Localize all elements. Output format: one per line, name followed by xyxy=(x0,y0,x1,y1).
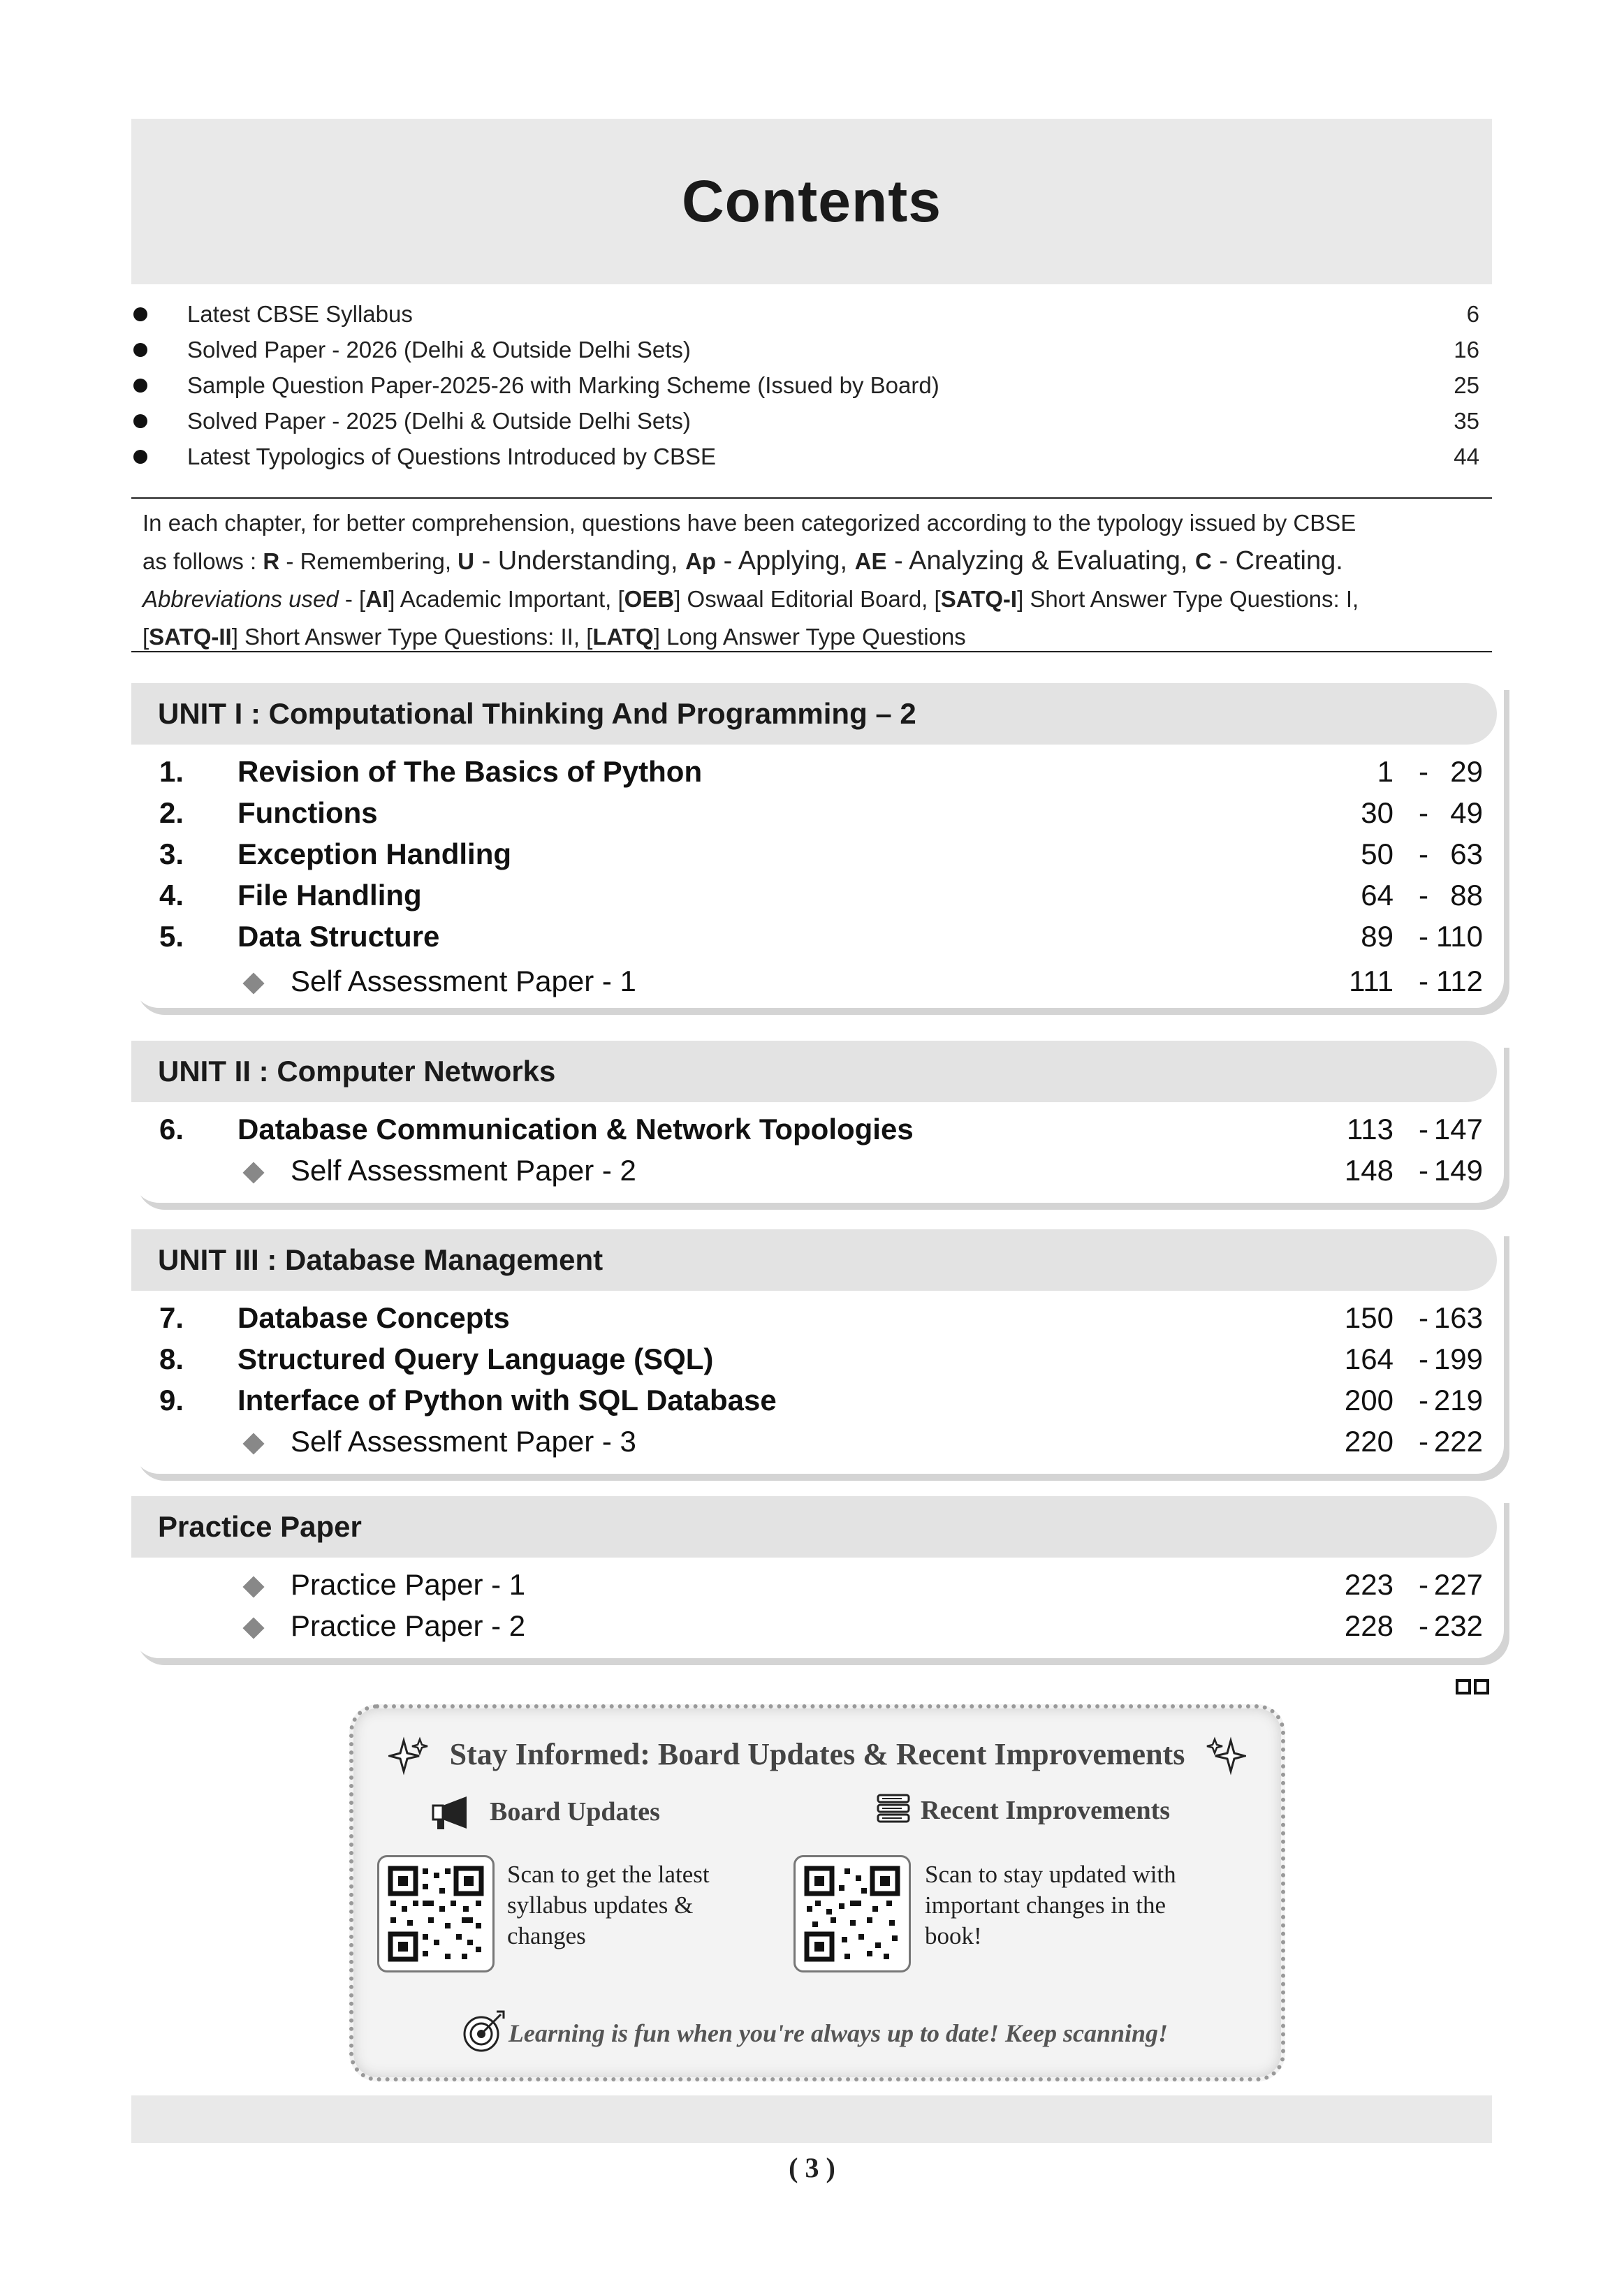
diamond-bullet-icon xyxy=(242,1162,264,1183)
diamond-bullet-icon xyxy=(242,972,264,994)
intro-item-page: 6 xyxy=(1466,301,1479,327)
page-start: 1 xyxy=(1377,755,1393,788)
chapter-row[interactable] xyxy=(131,920,1497,961)
practice-section xyxy=(131,1496,1504,1658)
page-end: 222 xyxy=(1433,1425,1483,1458)
intro-item[interactable] xyxy=(131,404,1492,439)
unit-section xyxy=(131,1229,1504,1474)
chapter-number: 5. xyxy=(159,920,184,953)
chapter-row[interactable] xyxy=(131,796,1497,837)
unit-header xyxy=(131,1041,1497,1102)
page-start: 30 xyxy=(1361,796,1393,829)
chapter-title: Revision of The Basics of Python xyxy=(237,755,703,788)
page-end: 232 xyxy=(1433,1609,1483,1642)
typology-line-3: Abbreviations used - [AI] Academic Important, [OEB] Oswaal Editorial Board, [SATQ-I] Short Answer Type Questions: I, xyxy=(142,586,1359,612)
page-dash: - xyxy=(1419,796,1428,829)
assessment-title: Self Assessment Paper - 3 xyxy=(291,1425,636,1458)
page-dash: - xyxy=(1419,837,1428,870)
page-start: 228 xyxy=(1344,1609,1393,1642)
chapter-number: 4. xyxy=(159,879,184,912)
unit-title: UNIT III : Database Management xyxy=(158,1243,603,1276)
intro-item-text: Latest CBSE Syllabus xyxy=(187,301,413,327)
page-dash: - xyxy=(1419,1113,1428,1145)
bullet-icon xyxy=(133,414,147,428)
chapter-number: 9. xyxy=(159,1384,184,1416)
typology-note xyxy=(131,497,1492,652)
chapter-row[interactable] xyxy=(131,1342,1497,1384)
info-box xyxy=(349,1704,1285,2081)
page-end: 110 xyxy=(1436,920,1483,953)
chapter-title: Data Structure xyxy=(237,920,440,953)
unit-title: Practice Paper xyxy=(158,1510,362,1543)
bullet-icon xyxy=(133,307,147,321)
page-start: 111 xyxy=(1349,965,1393,997)
page-start: 50 xyxy=(1361,837,1393,870)
chapter-title: Interface of Python with SQL Database xyxy=(237,1384,777,1416)
page-end: 29 xyxy=(1450,755,1483,788)
intro-list xyxy=(131,297,1492,475)
intro-item-page: 25 xyxy=(1454,372,1479,398)
chapter-number: 1. xyxy=(159,755,184,788)
diamond-bullet-icon xyxy=(242,1617,264,1639)
qr-code-icon[interactable] xyxy=(793,1855,911,1972)
board-scan-text: Scan to get the latest syllabus updates & changes xyxy=(507,1861,710,1949)
practice-row[interactable] xyxy=(131,1609,1497,1650)
practice-title: Practice Paper - 1 xyxy=(291,1568,526,1601)
end-marks-icon xyxy=(1456,1679,1492,1698)
page-start: 223 xyxy=(1344,1568,1393,1601)
bullet-icon xyxy=(133,379,147,393)
assessment-title: Self Assessment Paper - 2 xyxy=(291,1154,636,1187)
page-start: 89 xyxy=(1361,920,1393,953)
page-dash: - xyxy=(1419,1301,1428,1334)
page-dash: - xyxy=(1419,1425,1428,1458)
assessment-row[interactable] xyxy=(131,1425,1497,1466)
tagline: Learning is fun when you're always up to date! Keep scanning! xyxy=(508,2019,1169,2047)
page-end: 219 xyxy=(1433,1384,1483,1416)
intro-item-text: Sample Question Paper-2025-26 with Marking Scheme (Issued by Board) xyxy=(187,372,939,398)
chapter-row[interactable] xyxy=(131,1384,1497,1425)
intro-item-page: 35 xyxy=(1454,408,1479,434)
page-end: 199 xyxy=(1433,1342,1483,1375)
page-end: 112 xyxy=(1436,965,1483,997)
intro-item-text: Solved Paper - 2026 (Delhi & Outside Delhi Sets) xyxy=(187,337,691,363)
books-icon xyxy=(874,1791,913,1830)
page-start: 64 xyxy=(1361,879,1393,912)
page-start: 113 xyxy=(1347,1113,1393,1145)
page-end: 49 xyxy=(1450,796,1483,829)
recent-scan-text: Scan to stay updated with important changes in the book! xyxy=(925,1861,1176,1949)
unit-header xyxy=(131,1229,1497,1291)
page-dash: - xyxy=(1419,1568,1428,1601)
page-start: 200 xyxy=(1344,1384,1393,1416)
page-dash: - xyxy=(1419,1154,1428,1187)
chapter-title: Functions xyxy=(237,796,378,829)
unit-title: UNIT I : Computational Thinking And Programming – 2 xyxy=(158,697,916,730)
page-start: 164 xyxy=(1344,1342,1393,1375)
page-end: 227 xyxy=(1433,1568,1483,1601)
page-number: ( 3 ) xyxy=(789,2152,835,2183)
unit-header xyxy=(131,1496,1497,1558)
qr-code-icon[interactable] xyxy=(377,1855,495,1972)
footer-band xyxy=(131,2095,1492,2143)
intro-item[interactable] xyxy=(131,439,1492,475)
intro-item-text: Solved Paper - 2025 (Delhi & Outside Delhi Sets) xyxy=(187,408,691,434)
page-dash: - xyxy=(1419,879,1428,912)
chapter-number: 6. xyxy=(159,1113,184,1145)
page-dash: - xyxy=(1419,755,1428,788)
unit-section xyxy=(131,683,1504,1008)
page-start: 148 xyxy=(1344,1154,1393,1187)
unit-title: UNIT II : Computer Networks xyxy=(158,1055,556,1088)
practice-title: Practice Paper - 2 xyxy=(291,1609,526,1642)
sparkle-icon xyxy=(1204,1735,1246,1777)
page-dash: - xyxy=(1419,1342,1428,1375)
header-band xyxy=(131,119,1492,284)
assessment-title: Self Assessment Paper - 1 xyxy=(291,965,636,997)
typology-line-4: [SATQ-II] Short Answer Type Questions: II, [LATQ] Long Answer Type Questions xyxy=(142,624,966,650)
intro-item[interactable] xyxy=(131,368,1492,404)
info-title: Stay Informed: Board Updates & Recent Improvements xyxy=(449,1737,1185,1771)
intro-item[interactable] xyxy=(131,297,1492,332)
intro-item[interactable] xyxy=(131,332,1492,368)
chapter-row[interactable] xyxy=(131,755,1497,796)
chapter-row[interactable] xyxy=(131,879,1497,920)
board-updates-heading: Board Updates xyxy=(490,1797,660,1827)
chapter-title: Exception Handling xyxy=(237,837,512,870)
diamond-bullet-icon xyxy=(242,1576,264,1597)
intro-item-page: 44 xyxy=(1454,444,1479,469)
diamond-bullet-icon xyxy=(242,1433,264,1454)
typology-line-1: In each chapter, for better comprehension, questions have been categorized according to the typology issued by CBSE xyxy=(142,510,1356,536)
assessment-row[interactable] xyxy=(131,965,1497,1006)
chapter-number: 7. xyxy=(159,1301,184,1334)
chapter-title: Database Communication & Network Topologies xyxy=(237,1113,914,1145)
intro-item-text: Latest Typologics of Questions Introduced by CBSE xyxy=(187,444,716,469)
chapter-number: 2. xyxy=(159,796,184,829)
chapter-row[interactable] xyxy=(131,837,1497,879)
chapter-title: File Handling xyxy=(237,879,422,912)
intro-item-page: 16 xyxy=(1454,337,1479,363)
unit-header xyxy=(131,683,1497,745)
chapter-number: 3. xyxy=(159,837,184,870)
practice-row[interactable] xyxy=(131,1568,1497,1609)
bullet-icon xyxy=(133,343,147,357)
page-end: 147 xyxy=(1433,1113,1483,1145)
page-dash: - xyxy=(1419,1609,1428,1642)
typology-line-2: as follows : R - Remembering, U - Understanding, Ap - Applying, AE - Analyzing & Evaluating, C - Creating. xyxy=(142,546,1343,576)
page-dash: - xyxy=(1419,920,1428,953)
chapter-number: 8. xyxy=(159,1342,184,1375)
page-start: 220 xyxy=(1344,1425,1393,1458)
page-end: 149 xyxy=(1433,1154,1483,1187)
megaphone-icon xyxy=(430,1794,479,1832)
page-end: 163 xyxy=(1433,1301,1483,1334)
page-title: Contents xyxy=(682,168,942,234)
bullet-icon xyxy=(133,450,147,464)
chapter-title: Database Concepts xyxy=(237,1301,510,1334)
page-dash: - xyxy=(1419,965,1428,997)
recent-improvements-heading: Recent Improvements xyxy=(921,1796,1171,1825)
assessment-row[interactable] xyxy=(131,1154,1497,1195)
page-dash: - xyxy=(1419,1384,1428,1416)
chapter-row[interactable] xyxy=(131,1301,1497,1342)
page-start: 150 xyxy=(1344,1301,1393,1334)
page-end: 63 xyxy=(1450,837,1483,870)
chapter-row[interactable] xyxy=(131,1113,1497,1154)
unit-section xyxy=(131,1041,1504,1203)
chapter-title: Structured Query Language (SQL) xyxy=(237,1342,714,1375)
page-end: 88 xyxy=(1450,879,1483,912)
